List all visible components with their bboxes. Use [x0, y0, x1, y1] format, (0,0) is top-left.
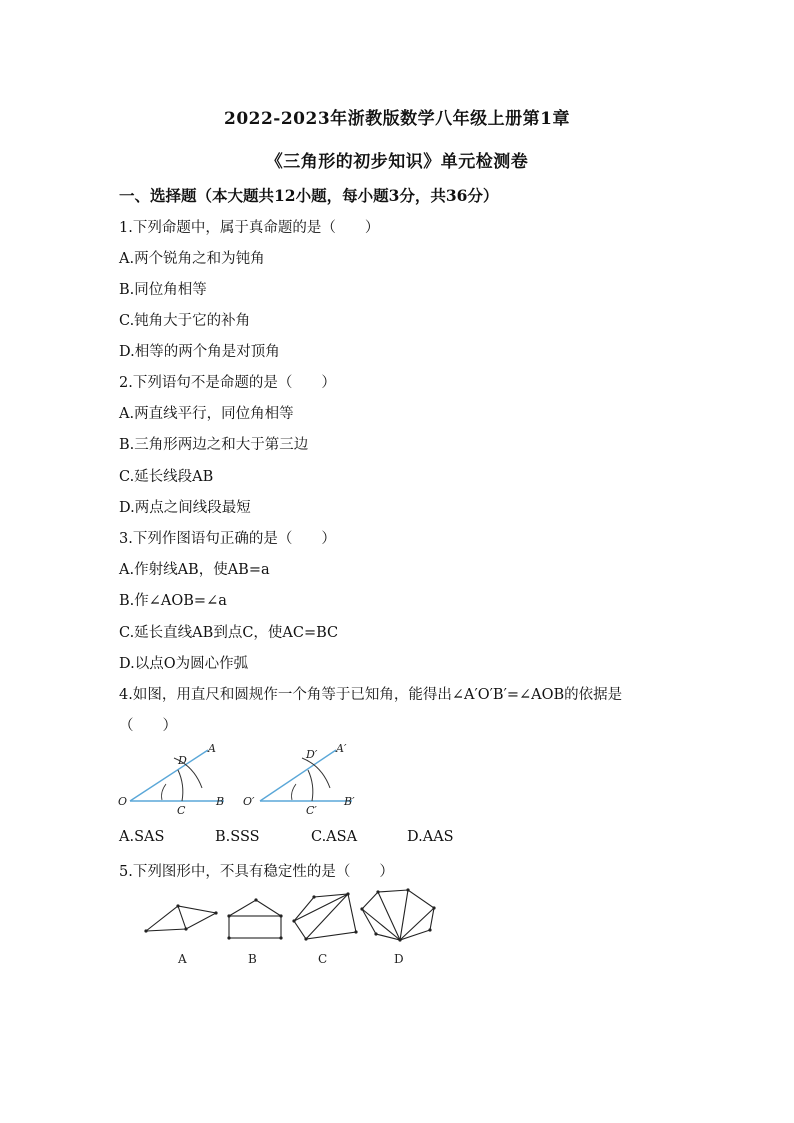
q3-option-b: B.作∠AOB=∠a	[119, 593, 227, 609]
question-1-stem: 1.下列命题中，属于真命题的是（ ）	[119, 220, 380, 236]
question-4-stem: 4.如图，用直尺和圆规作一个角等于已知角，能得出∠A′O′B′=∠AOB的依据是	[119, 687, 623, 703]
shape-b	[229, 900, 281, 938]
q1-option-a: A.两个锐角之和为钝角	[119, 251, 265, 267]
shape-a-label: A	[178, 952, 187, 966]
label-b-prime: B′	[344, 795, 355, 808]
q2-option-b: B.三角形两边之和大于第三边	[119, 437, 309, 453]
shape-d-label: D	[394, 952, 404, 966]
label-c: C	[177, 804, 186, 817]
question-2-stem: 2.下列语句不是命题的是（ ）	[119, 375, 336, 391]
arc-cd	[178, 770, 183, 801]
q1-option-d: D.相等的两个角是对顶角	[119, 344, 280, 360]
q2-option-d: D.两点之间线段最短	[119, 500, 251, 516]
q4-option-d: D.AAS	[407, 829, 454, 845]
arc-d-prime	[302, 758, 330, 788]
q4-figure-right	[240, 742, 370, 822]
q3-option-d: D.以点O为圆心作弧	[119, 656, 249, 672]
shape-b-label: B	[248, 952, 257, 966]
q2-option-c: C.延长线段AB	[119, 469, 214, 485]
label-o: O	[118, 795, 128, 808]
q3-option-a: A.作射线AB，使AB=a	[119, 562, 270, 578]
label-c-prime: C′	[306, 804, 317, 817]
question-5-stem: 5.下列图形中，不具有稳定性的是（ ）	[119, 864, 394, 880]
question-3-stem: 3.下列作图语句正确的是（ ）	[119, 531, 336, 547]
arc-c-d-prime	[308, 770, 313, 801]
q4-option-c: C.ASA	[311, 829, 358, 845]
q1-option-b: B.同位角相等	[119, 282, 207, 298]
shape-a	[146, 906, 216, 931]
question-4-stem-cont: （ ）	[119, 718, 177, 734]
label-d: D	[178, 754, 187, 767]
label-a: A	[208, 742, 216, 755]
shape-b-vertices	[227, 898, 282, 939]
label-d-prime: D′	[306, 748, 318, 761]
label-a-prime: A′	[336, 742, 347, 755]
shape-c-label: C	[318, 952, 328, 966]
q4-option-a: A.SAS	[119, 829, 165, 845]
shape-c	[294, 894, 356, 939]
label-b: B	[216, 795, 225, 808]
q5-shapes	[140, 884, 450, 974]
q4-figure-left	[116, 742, 236, 822]
ray-o-a-prime	[260, 750, 336, 801]
shape-d-vertices	[360, 888, 435, 941]
arc-small-left	[162, 784, 167, 800]
exam-title-line2: 《三角形的初步知识》单元检测卷	[265, 152, 529, 172]
label-o-prime: O′	[243, 795, 255, 808]
q2-option-a: A.两直线平行，同位角相等	[119, 406, 294, 422]
section-heading: 一、选择题（本大题共12小题，每小题3分，共36分）	[119, 186, 499, 205]
arc-small-right	[292, 784, 297, 800]
q3-option-c: C.延长直线AB到点C，使AC=BC	[119, 625, 339, 641]
q1-option-c: C.钝角大于它的补角	[119, 313, 251, 329]
q4-option-b: B.SSS	[215, 829, 260, 845]
shape-d	[362, 890, 434, 940]
exam-title-line1: 2022-2023年浙教版数学八年级上册第1章	[223, 109, 570, 129]
